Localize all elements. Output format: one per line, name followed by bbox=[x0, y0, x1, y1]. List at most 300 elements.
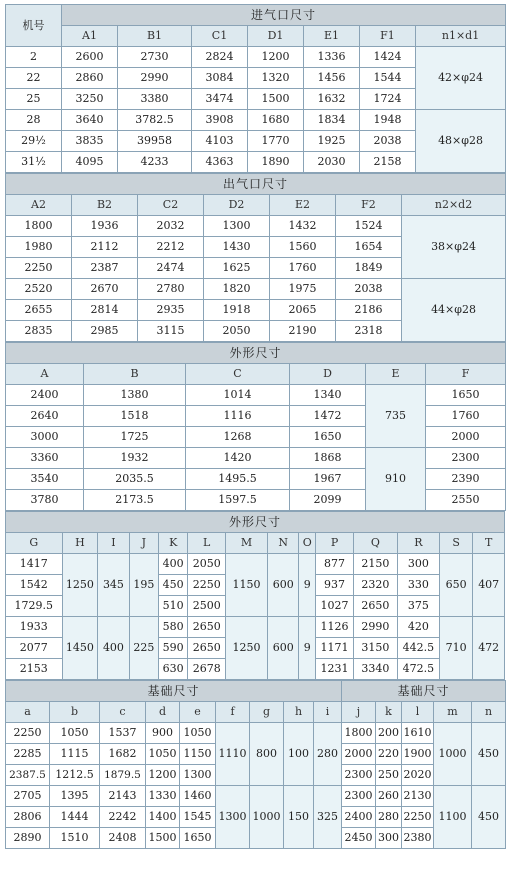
cell: 1890 bbox=[248, 152, 304, 173]
cell: 39958 bbox=[118, 131, 192, 152]
cell: 2032 bbox=[138, 216, 204, 237]
cell: 2390 bbox=[426, 469, 506, 490]
cell: 1444 bbox=[50, 807, 100, 828]
cell: 2020 bbox=[402, 765, 434, 786]
col-header: g bbox=[250, 702, 284, 723]
merged-cell: 1000 bbox=[434, 723, 472, 786]
cell: 1472 bbox=[290, 406, 366, 427]
col-header: C bbox=[186, 364, 290, 385]
cell: 2990 bbox=[353, 617, 397, 638]
cell: 3150 bbox=[353, 638, 397, 659]
cell: 900 bbox=[146, 723, 180, 744]
col-header: N bbox=[267, 533, 298, 554]
cell: 1395 bbox=[50, 786, 100, 807]
cell: 2640 bbox=[6, 406, 84, 427]
cell: 2035.5 bbox=[84, 469, 186, 490]
cell: 200 bbox=[376, 723, 402, 744]
cell: 1150 bbox=[180, 744, 216, 765]
cell: 1320 bbox=[248, 68, 304, 89]
cell: 472.5 bbox=[397, 659, 439, 680]
cell: 31½ bbox=[6, 152, 62, 173]
inlet-title: 进气口尺寸 bbox=[62, 5, 506, 26]
cell: 1430 bbox=[204, 237, 270, 258]
col-header: A1 bbox=[62, 26, 118, 47]
cell: 937 bbox=[316, 575, 354, 596]
cell: 2038 bbox=[360, 131, 416, 152]
machine-no-header: 机号 bbox=[6, 5, 62, 47]
col-header: A2 bbox=[6, 195, 72, 216]
cell: 2318 bbox=[336, 321, 402, 342]
col-header: n2×d2 bbox=[402, 195, 506, 216]
cell: 280 bbox=[376, 807, 402, 828]
table-row bbox=[6, 554, 505, 575]
cell: 1650 bbox=[290, 427, 366, 448]
table-row bbox=[6, 279, 506, 300]
cell: 1500 bbox=[248, 89, 304, 110]
cell: 1500 bbox=[146, 828, 180, 849]
cell: 3474 bbox=[192, 89, 248, 110]
cell: 1849 bbox=[336, 258, 402, 279]
cell: 2130 bbox=[402, 786, 434, 807]
cell: 2500 bbox=[188, 596, 226, 617]
cell: 1050 bbox=[50, 723, 100, 744]
cell: 1300 bbox=[204, 216, 270, 237]
cell: 330 bbox=[397, 575, 439, 596]
cell: 2650 bbox=[188, 638, 226, 659]
col-header: h bbox=[284, 702, 314, 723]
cell: 375 bbox=[397, 596, 439, 617]
cell: 2387 bbox=[72, 258, 138, 279]
col-header: B bbox=[84, 364, 186, 385]
cell: 2985 bbox=[72, 321, 138, 342]
cell: 1936 bbox=[72, 216, 138, 237]
cell: 1268 bbox=[186, 427, 290, 448]
cell: 1800 bbox=[342, 723, 376, 744]
merged-cell: 345 bbox=[98, 554, 129, 617]
cell: 1725 bbox=[84, 427, 186, 448]
merged-cell: 195 bbox=[129, 554, 158, 617]
cell: 1800 bbox=[6, 216, 72, 237]
cell: 300 bbox=[376, 828, 402, 849]
merged-cell: 450 bbox=[472, 786, 506, 849]
cell: 1980 bbox=[6, 237, 72, 258]
merged-cell: 44×φ28 bbox=[402, 279, 506, 342]
cell: 2242 bbox=[100, 807, 146, 828]
cell: 1834 bbox=[304, 110, 360, 131]
cell: 1027 bbox=[316, 596, 354, 617]
cell: 1340 bbox=[290, 385, 366, 406]
cell: 2250 bbox=[6, 723, 50, 744]
merged-cell: 1300 bbox=[216, 786, 250, 849]
cell: 2190 bbox=[270, 321, 336, 342]
cell: 450 bbox=[159, 575, 188, 596]
merged-cell: 1250 bbox=[226, 617, 268, 680]
merged-cell: 472 bbox=[473, 617, 505, 680]
merged-cell: 100 bbox=[284, 723, 314, 786]
cell: 1400 bbox=[146, 807, 180, 828]
col-header: E1 bbox=[304, 26, 360, 47]
cell: 1632 bbox=[304, 89, 360, 110]
cell: 2780 bbox=[138, 279, 204, 300]
cell: 420 bbox=[397, 617, 439, 638]
cell: 2173.5 bbox=[84, 490, 186, 511]
cell: 1417 bbox=[6, 554, 63, 575]
cell: 3115 bbox=[138, 321, 204, 342]
cell: 250 bbox=[376, 765, 402, 786]
col-header: B2 bbox=[72, 195, 138, 216]
merged-cell: 280 bbox=[314, 723, 342, 786]
cell: 2935 bbox=[138, 300, 204, 321]
merged-cell: 325 bbox=[314, 786, 342, 849]
col-header: k bbox=[376, 702, 402, 723]
cell: 2300 bbox=[342, 786, 376, 807]
merged-cell: 9 bbox=[299, 554, 316, 617]
merged-cell: 9 bbox=[299, 617, 316, 680]
col-header: E2 bbox=[270, 195, 336, 216]
merged-cell: 1100 bbox=[434, 786, 472, 849]
table-row bbox=[6, 216, 506, 237]
col-header: f bbox=[216, 702, 250, 723]
merged-cell: 1110 bbox=[216, 723, 250, 786]
cell: 2158 bbox=[360, 152, 416, 173]
col-header: n bbox=[472, 702, 506, 723]
merged-cell: 48×φ28 bbox=[416, 110, 506, 173]
col-header: a bbox=[6, 702, 50, 723]
cell: 3640 bbox=[62, 110, 118, 131]
col-header: D2 bbox=[204, 195, 270, 216]
outline-table-2 bbox=[5, 511, 505, 680]
merged-cell: 38×φ24 bbox=[402, 216, 506, 279]
cell: 1680 bbox=[248, 110, 304, 131]
cell: 1544 bbox=[360, 68, 416, 89]
cell: 1975 bbox=[270, 279, 336, 300]
cell: 4233 bbox=[118, 152, 192, 173]
cell: 400 bbox=[159, 554, 188, 575]
col-header: F1 bbox=[360, 26, 416, 47]
cell: 1650 bbox=[426, 385, 506, 406]
col-header: c bbox=[100, 702, 146, 723]
cell: 2030 bbox=[304, 152, 360, 173]
merged-cell: 400 bbox=[98, 617, 129, 680]
col-header: n1×d1 bbox=[416, 26, 506, 47]
cell: 1948 bbox=[360, 110, 416, 131]
col-header: A bbox=[6, 364, 84, 385]
cell: 1424 bbox=[360, 47, 416, 68]
cell: 1432 bbox=[270, 216, 336, 237]
cell: 3250 bbox=[62, 89, 118, 110]
cell: 2050 bbox=[204, 321, 270, 342]
col-header: E bbox=[366, 364, 426, 385]
cell: 2705 bbox=[6, 786, 50, 807]
cell: 1460 bbox=[180, 786, 216, 807]
cell: 1932 bbox=[84, 448, 186, 469]
cell: 1918 bbox=[204, 300, 270, 321]
cell: 1770 bbox=[248, 131, 304, 152]
col-header: L bbox=[188, 533, 226, 554]
cell: 1545 bbox=[180, 807, 216, 828]
cell: 2380 bbox=[402, 828, 434, 849]
col-header: B1 bbox=[118, 26, 192, 47]
table-row bbox=[6, 617, 505, 638]
cell: 3340 bbox=[353, 659, 397, 680]
table-row bbox=[6, 427, 506, 448]
cell: 220 bbox=[376, 744, 402, 765]
cell: 1171 bbox=[316, 638, 354, 659]
col-header: J bbox=[129, 533, 158, 554]
merged-cell: 800 bbox=[250, 723, 284, 786]
col-header: e bbox=[180, 702, 216, 723]
cell: 1560 bbox=[270, 237, 336, 258]
cell: 1933 bbox=[6, 617, 63, 638]
cell: 1879.5 bbox=[100, 765, 146, 786]
cell: 2250 bbox=[188, 575, 226, 596]
merged-cell: 710 bbox=[439, 617, 473, 680]
cell: 2000 bbox=[342, 744, 376, 765]
cell: 1200 bbox=[248, 47, 304, 68]
cell: 1420 bbox=[186, 448, 290, 469]
outlet-table bbox=[5, 173, 506, 342]
cell: 1925 bbox=[304, 131, 360, 152]
cell: 1542 bbox=[6, 575, 63, 596]
cell: 2655 bbox=[6, 300, 72, 321]
cell: 877 bbox=[316, 554, 354, 575]
cell: 300 bbox=[397, 554, 439, 575]
cell: 2038 bbox=[336, 279, 402, 300]
cell: 2153 bbox=[6, 659, 63, 680]
table-row bbox=[6, 469, 506, 490]
cell: 630 bbox=[159, 659, 188, 680]
cell: 2300 bbox=[342, 765, 376, 786]
col-header: d bbox=[146, 702, 180, 723]
cell: 2250 bbox=[402, 807, 434, 828]
cell: 1610 bbox=[402, 723, 434, 744]
cell: 4103 bbox=[192, 131, 248, 152]
col-header: m bbox=[434, 702, 472, 723]
col-header: D1 bbox=[248, 26, 304, 47]
base-title-left: 基础尺寸 bbox=[6, 681, 342, 702]
outline-title-2: 外形尺寸 bbox=[6, 512, 505, 533]
cell: 2450 bbox=[342, 828, 376, 849]
col-header: R bbox=[397, 533, 439, 554]
cell: 2285 bbox=[6, 744, 50, 765]
merged-cell: 600 bbox=[267, 617, 298, 680]
outlet-title: 出气口尺寸 bbox=[6, 174, 506, 195]
cell: 2678 bbox=[188, 659, 226, 680]
cell: 2520 bbox=[6, 279, 72, 300]
cell: 590 bbox=[159, 638, 188, 659]
cell: 3540 bbox=[6, 469, 84, 490]
table-row bbox=[6, 786, 506, 807]
merged-cell: 1150 bbox=[226, 554, 268, 617]
cell: 2300 bbox=[426, 448, 506, 469]
col-header: F2 bbox=[336, 195, 402, 216]
cell: 1597.5 bbox=[186, 490, 290, 511]
cell: 3360 bbox=[6, 448, 84, 469]
col-header: C2 bbox=[138, 195, 204, 216]
col-header: O bbox=[299, 533, 316, 554]
table-row bbox=[6, 385, 506, 406]
cell: 1900 bbox=[402, 744, 434, 765]
cell: 2670 bbox=[72, 279, 138, 300]
cell: 22 bbox=[6, 68, 62, 89]
col-header: Q bbox=[353, 533, 397, 554]
table-row bbox=[6, 490, 506, 511]
col-header: H bbox=[62, 533, 98, 554]
cell: 2860 bbox=[62, 68, 118, 89]
cell: 1336 bbox=[304, 47, 360, 68]
cell: 2 bbox=[6, 47, 62, 68]
cell: 2835 bbox=[6, 321, 72, 342]
merged-cell: 600 bbox=[267, 554, 298, 617]
cell: 2650 bbox=[353, 596, 397, 617]
col-header: C1 bbox=[192, 26, 248, 47]
cell: 1456 bbox=[304, 68, 360, 89]
cell: 2150 bbox=[353, 554, 397, 575]
cell: 2474 bbox=[138, 258, 204, 279]
cell: 1330 bbox=[146, 786, 180, 807]
merged-cell: 1250 bbox=[62, 554, 98, 617]
col-header: D bbox=[290, 364, 366, 385]
cell: 3908 bbox=[192, 110, 248, 131]
table-row bbox=[6, 110, 506, 131]
cell: 3000 bbox=[6, 427, 84, 448]
base-table bbox=[5, 680, 506, 849]
cell: 1014 bbox=[186, 385, 290, 406]
cell: 3835 bbox=[62, 131, 118, 152]
cell: 2065 bbox=[270, 300, 336, 321]
cell: 1231 bbox=[316, 659, 354, 680]
cell: 1724 bbox=[360, 89, 416, 110]
table-row bbox=[6, 448, 506, 469]
cell: 2143 bbox=[100, 786, 146, 807]
table-row bbox=[6, 406, 506, 427]
cell: 1126 bbox=[316, 617, 354, 638]
cell: 2550 bbox=[426, 490, 506, 511]
cell: 1510 bbox=[50, 828, 100, 849]
cell: 1760 bbox=[426, 406, 506, 427]
col-header: b bbox=[50, 702, 100, 723]
col-header: S bbox=[439, 533, 473, 554]
merged-cell: 650 bbox=[439, 554, 473, 617]
cell: 2000 bbox=[426, 427, 506, 448]
cell: 3780 bbox=[6, 490, 84, 511]
merged-cell: 450 bbox=[472, 723, 506, 786]
cell: 1967 bbox=[290, 469, 366, 490]
merged-cell: 150 bbox=[284, 786, 314, 849]
cell: 1654 bbox=[336, 237, 402, 258]
cell: 442.5 bbox=[397, 638, 439, 659]
merged-cell: 407 bbox=[473, 554, 505, 617]
cell: 1625 bbox=[204, 258, 270, 279]
col-header: G bbox=[6, 533, 63, 554]
col-header: M bbox=[226, 533, 268, 554]
cell: 260 bbox=[376, 786, 402, 807]
cell: 2099 bbox=[290, 490, 366, 511]
cell: 2212 bbox=[138, 237, 204, 258]
cell: 1115 bbox=[50, 744, 100, 765]
outline-table-1 bbox=[5, 342, 506, 511]
cell: 1650 bbox=[180, 828, 216, 849]
cell: 1212.5 bbox=[50, 765, 100, 786]
merged-cell: 1000 bbox=[250, 786, 284, 849]
cell: 1820 bbox=[204, 279, 270, 300]
cell: 580 bbox=[159, 617, 188, 638]
col-header: F bbox=[426, 364, 506, 385]
table-row bbox=[6, 723, 506, 744]
cell: 2186 bbox=[336, 300, 402, 321]
cell: 2990 bbox=[118, 68, 192, 89]
cell: 1200 bbox=[146, 765, 180, 786]
cell: 2400 bbox=[342, 807, 376, 828]
cell: 29½ bbox=[6, 131, 62, 152]
cell: 2112 bbox=[72, 237, 138, 258]
cell: 2400 bbox=[6, 385, 84, 406]
cell: 1380 bbox=[84, 385, 186, 406]
cell: 2387.5 bbox=[6, 765, 50, 786]
col-header: P bbox=[316, 533, 354, 554]
col-header: l bbox=[402, 702, 434, 723]
cell: 1050 bbox=[180, 723, 216, 744]
inlet-table bbox=[5, 4, 506, 173]
cell: 2408 bbox=[100, 828, 146, 849]
merged-cell: 42×φ24 bbox=[416, 47, 506, 110]
table-row bbox=[6, 47, 506, 68]
cell: 3084 bbox=[192, 68, 248, 89]
outline-title-1: 外形尺寸 bbox=[6, 343, 506, 364]
cell: 2730 bbox=[118, 47, 192, 68]
cell: 2824 bbox=[192, 47, 248, 68]
cell: 1682 bbox=[100, 744, 146, 765]
cell: 3782.5 bbox=[118, 110, 192, 131]
cell: 1868 bbox=[290, 448, 366, 469]
cell: 1729.5 bbox=[6, 596, 63, 617]
cell: 1524 bbox=[336, 216, 402, 237]
merged-cell: 225 bbox=[129, 617, 158, 680]
col-header: i bbox=[314, 702, 342, 723]
cell: 28 bbox=[6, 110, 62, 131]
col-header: K bbox=[159, 533, 188, 554]
cell: 1116 bbox=[186, 406, 290, 427]
merged-cell: 910 bbox=[366, 448, 426, 511]
col-header: I bbox=[98, 533, 129, 554]
cell: 2600 bbox=[62, 47, 118, 68]
cell: 2077 bbox=[6, 638, 63, 659]
cell: 510 bbox=[159, 596, 188, 617]
cell: 1537 bbox=[100, 723, 146, 744]
cell: 2814 bbox=[72, 300, 138, 321]
cell: 4095 bbox=[62, 152, 118, 173]
cell: 1300 bbox=[180, 765, 216, 786]
cell: 1495.5 bbox=[186, 469, 290, 490]
base-title-right: 基础尺寸 bbox=[342, 681, 506, 702]
col-header: T bbox=[473, 533, 505, 554]
cell: 4363 bbox=[192, 152, 248, 173]
merged-cell: 1450 bbox=[62, 617, 98, 680]
cell: 2890 bbox=[6, 828, 50, 849]
cell: 2650 bbox=[188, 617, 226, 638]
merged-cell: 735 bbox=[366, 385, 426, 448]
cell: 2320 bbox=[353, 575, 397, 596]
cell: 1518 bbox=[84, 406, 186, 427]
cell: 1760 bbox=[270, 258, 336, 279]
cell: 2050 bbox=[188, 554, 226, 575]
col-header: j bbox=[342, 702, 376, 723]
cell: 25 bbox=[6, 89, 62, 110]
cell: 3380 bbox=[118, 89, 192, 110]
cell: 2806 bbox=[6, 807, 50, 828]
cell: 2250 bbox=[6, 258, 72, 279]
cell: 1050 bbox=[146, 744, 180, 765]
